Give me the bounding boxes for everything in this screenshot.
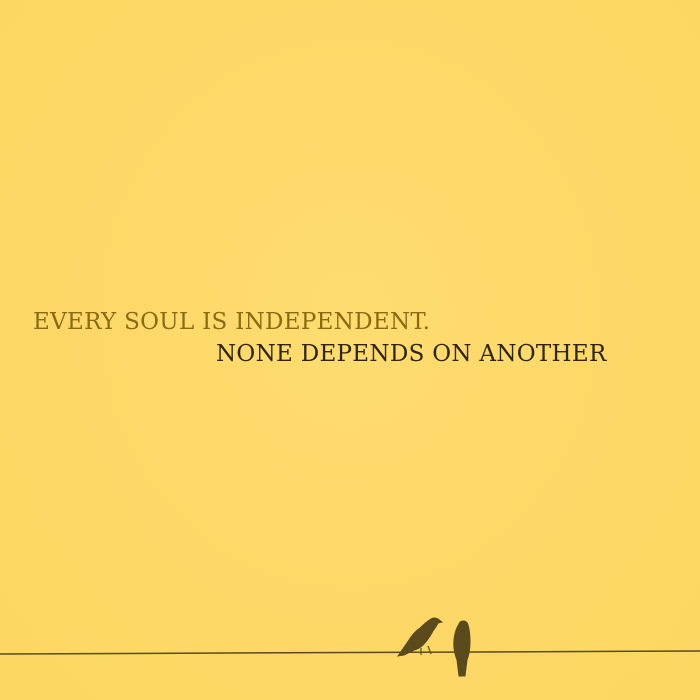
left-bird-icon [398, 618, 442, 656]
quote-line-1: EVERY SOUL IS INDEPENDENT. [33, 309, 431, 335]
quote-line-2: NONE DEPENDS ON ANOTHER [216, 341, 607, 367]
right-bird-icon [454, 621, 470, 676]
power-wire [0, 651, 700, 654]
